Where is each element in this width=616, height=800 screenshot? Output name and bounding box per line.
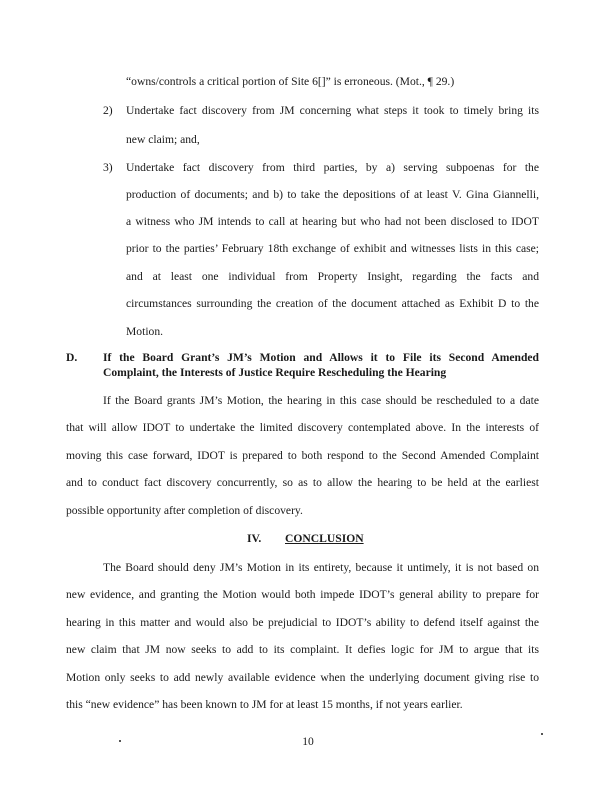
paragraph-line: that will allow IDOT to undertake the limited discovery contemplated above. In the interests of	[66, 421, 539, 434]
paragraph-line: new evidence, and granting the Motion would both impede IDOT’s general ability to prepare for	[66, 588, 539, 601]
list-item-line: circumstances surrounding the creation of the document attached as Exhibit D to the	[126, 297, 539, 310]
paragraph-line: If the Board grants JM’s Motion, the hearing in this case should be rescheduled to a date	[103, 394, 539, 407]
conclusion-number: IV.	[247, 532, 262, 545]
section-title-line: If the Board Grant’s JM’s Motion and Allows it to File its Second Amended	[103, 351, 539, 364]
paragraph-line: The Board should deny JM’s Motion in its entirety, because it untimely, it is not based on	[103, 561, 539, 574]
list-item-line: Undertake fact discovery from JM concerning what steps it took to timely bring its	[126, 104, 539, 117]
paragraph-line: new claim that JM now seeks to add to its complaint. It defies logic for JM to argue that its	[66, 643, 539, 656]
list-item-line: prior to the parties’ February 18th exchange of exhibit and witnesses lists in this case;	[126, 242, 539, 255]
paragraph-line: this “new evidence” has been known to JM for at least 15 months, if not years earlier.	[66, 698, 463, 711]
paragraph-line: possible opportunity after completion of discovery.	[66, 504, 303, 517]
page-number: 10	[302, 735, 314, 748]
list-item-line: a witness who JM intends to call at hearing but who had not been disclosed to IDOT	[126, 215, 539, 228]
list-item-line: production of documents; and b) to take the depositions of at least V. Gina Giannelli,	[126, 188, 539, 201]
section-title-line: Complaint, the Interests of Justice Require Rescheduling the Hearing	[103, 366, 447, 379]
conclusion-title: CONCLUSION	[285, 532, 364, 545]
list-item-number: 3)	[103, 161, 113, 174]
paragraph-line: hearing in this matter and would also be prejudicial to IDOT’s ability to defend itself against the	[66, 616, 539, 629]
list-item-number: 2)	[103, 104, 113, 117]
list-item-line: new claim; and,	[126, 133, 200, 146]
paragraph-line: Motion only seeks to add newly available evidence when the underlying document giving rise to	[66, 671, 539, 684]
list-item-line: Undertake fact discovery from third parties, by a) serving subpoenas for the	[126, 161, 539, 174]
section-letter: D.	[66, 351, 78, 364]
paragraph-line: moving this case forward, IDOT is prepared to both respond to the Second Amended Complaint	[66, 449, 539, 462]
list-item-line: Motion.	[126, 325, 164, 338]
continuation-line: “owns/controls a critical portion of Site 6[]” is erroneous. (Mot., ¶ 29.)	[126, 75, 455, 88]
list-item-line: and at least one individual from Property Insight, regarding the facts and	[126, 270, 539, 283]
paragraph-line: and to conduct fact discovery concurrently, so as to allow the hearing to be held at the earliest	[66, 476, 539, 489]
